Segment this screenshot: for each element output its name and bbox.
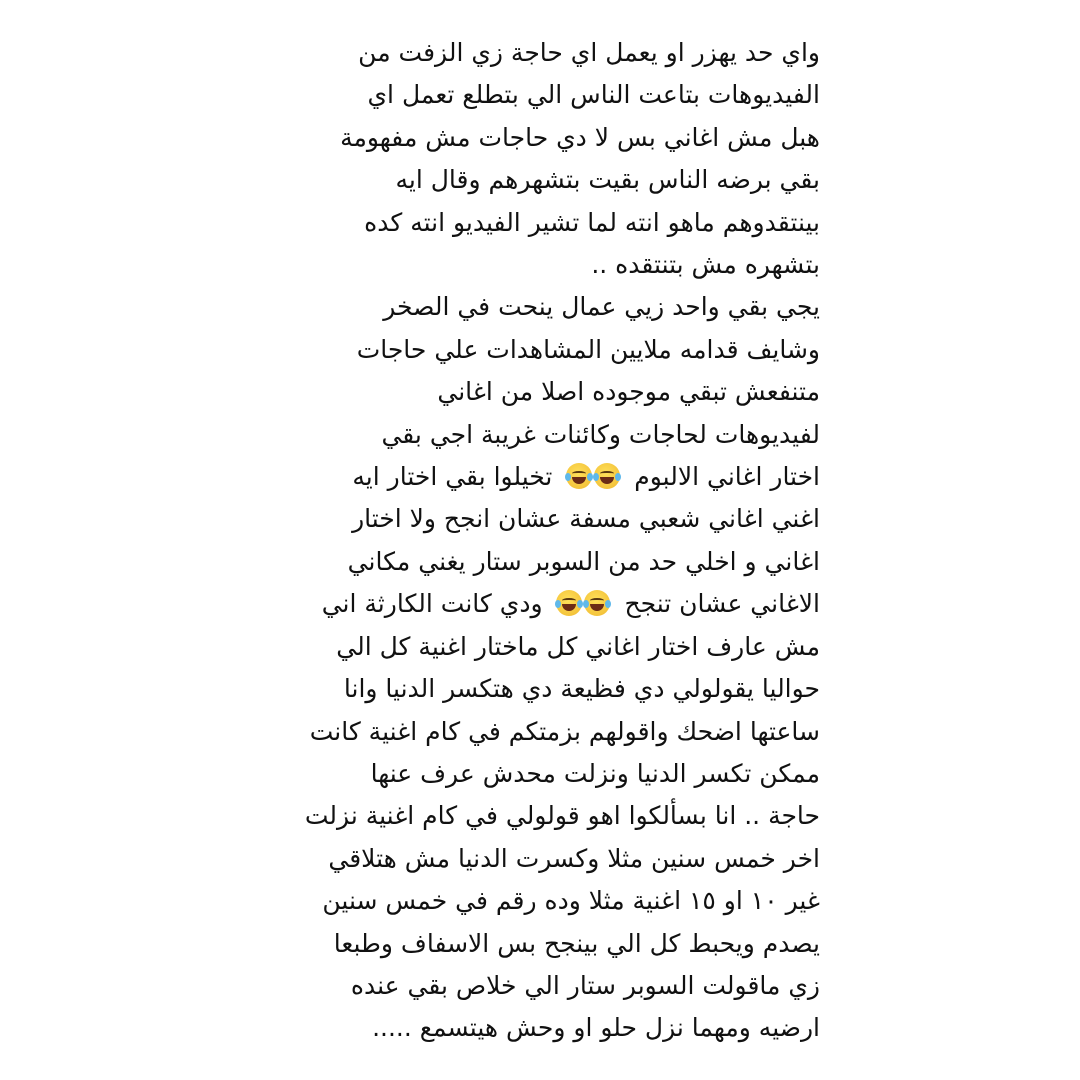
face-with-tears-of-joy-icon xyxy=(566,463,592,489)
note-line: حاجة .. انا بسألكوا اهو قولولي في كام اغنية نزلت xyxy=(304,801,820,831)
note-line: يصدم ويحبط كل الي بينجح بس الاسفاف وطبعا xyxy=(333,928,820,958)
note-line: ساعتها اضحك واقولهم بزمتكم في كام اغنية كانت xyxy=(309,716,820,746)
emoji-run xyxy=(556,590,610,616)
note-line: بقي برضه الناس بقيت بتشهرهم وقال ايه xyxy=(395,165,820,195)
note-line: لفيديوهات لحاجات وكائنات غريبة اجي بقي xyxy=(381,419,820,449)
note-line xyxy=(255,456,820,498)
note-line: الفيديوهات بتاعت الناس الي بتطلع تعمل اي xyxy=(367,80,820,110)
note-line: ممكن تكسر الدنيا ونزلت محدش عرف عنها xyxy=(370,758,820,788)
note-line: زي ماقولت السوبر ستار الي خلاص بقي عنده xyxy=(350,970,820,1000)
note-line: مش عارف اختار اغاني كل ماختار اغنية كل الي xyxy=(336,631,820,661)
note-line: بينتقدوهم ماهو انته لما تشير الفيديو انته كده xyxy=(364,207,820,237)
face-with-tears-of-joy-icon xyxy=(594,463,620,489)
note-line: يجي بقي واحد زيي عمال ينحت في الصخر xyxy=(383,292,820,322)
note-line-segment: ودي كانت الكارثة اني xyxy=(321,589,543,619)
note-line-segment: اختار اغاني الالبوم xyxy=(634,462,820,492)
note-line: اخر خمس سنين مثلا وكسرت الدنيا مش هتلاقي xyxy=(328,843,820,873)
note-line xyxy=(255,583,820,625)
note-line: بتشهره مش بتنتقده .. xyxy=(591,250,820,280)
note-line: غير ١٠ او ١٥ اغنية مثلا وده رقم في خمس سنين xyxy=(322,886,820,916)
note-line: وشايف قدامه ملايين المشاهدات علي حاجات xyxy=(356,334,820,364)
note-line: اغني اغاني شعبي مسفة عشان انجح ولا اختار xyxy=(352,504,820,534)
note-line-segment: تخيلوا بقي اختار ايه xyxy=(352,462,553,492)
note-text xyxy=(255,32,820,1050)
note-line: هبل مش اغاني بس لا دي حاجات مش مفهومة xyxy=(340,122,820,152)
face-with-tears-of-joy-icon xyxy=(556,590,582,616)
note-line: اغاني و اخلي حد من السوبر ستار يغني مكاني xyxy=(347,546,820,576)
face-with-tears-of-joy-icon xyxy=(584,590,610,616)
note-line: حواليا يقولولي دي فظيعة دي هتكسر الدنيا وانا xyxy=(343,674,820,704)
note-line: متنفعش تبقي موجوده اصلا من اغاني xyxy=(437,377,820,407)
note-line-segment: الاغاني عشان تنجح xyxy=(624,589,820,619)
emoji-run xyxy=(566,463,620,489)
note-line: واي حد يهزر او يعمل اي حاجة زي الزفت من xyxy=(358,38,820,67)
note-line: ارضيه ومهما نزل حلو او وحش هيتسمع ..... xyxy=(372,1013,820,1043)
